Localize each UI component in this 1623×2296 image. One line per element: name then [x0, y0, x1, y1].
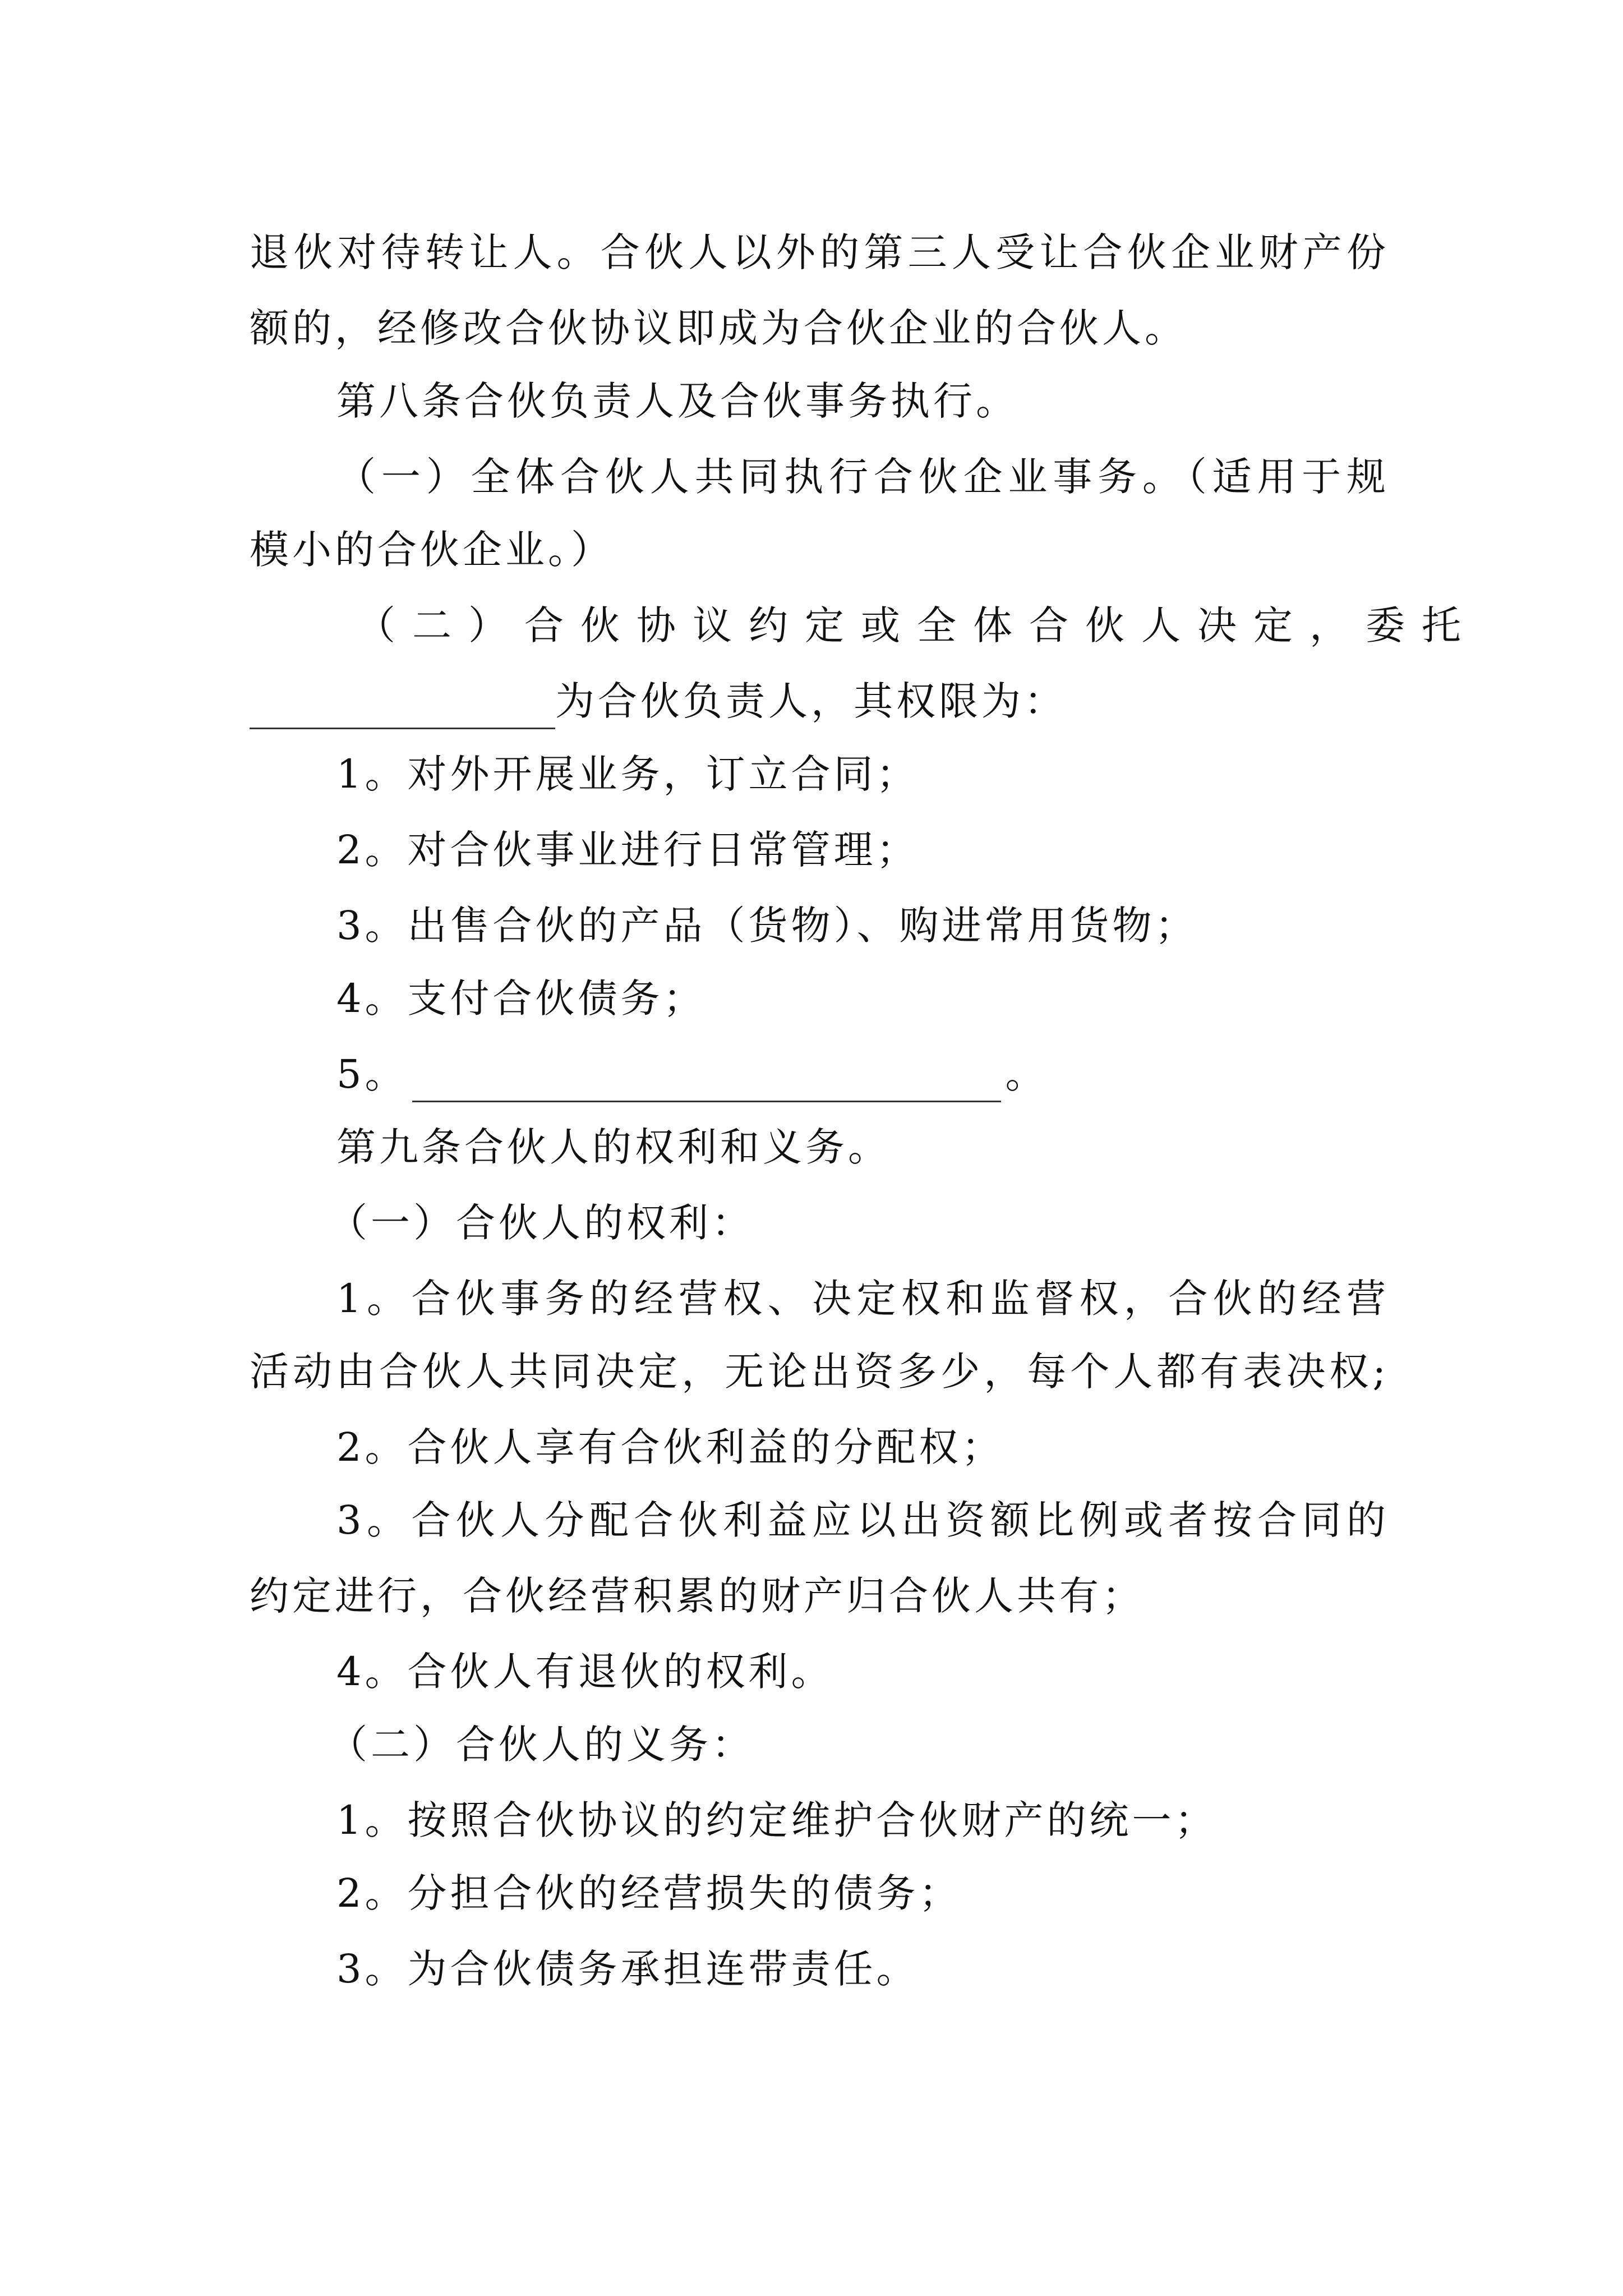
clause-8-2-line-1: （二）合伙协议约定或全体合伙人决定，委托 — [356, 602, 1478, 648]
power-item-5-end: 。 — [1005, 1051, 1048, 1097]
blank-underline — [412, 1064, 1001, 1102]
clause-8-2-line-2 — [250, 673, 1388, 729]
paragraph-line-1: 退伙对待转让人。合伙人以外的第三人受让合伙企业财产份 — [250, 229, 1388, 275]
rights-item-3-line-1: 3。合伙人分配合伙利益应以出资额比例或者按合同的 — [336, 1497, 1388, 1543]
duties-item-2: 2。分担合伙的经营损失的债务； — [336, 1870, 962, 1916]
duties-item-1: 1。按照合伙协议的约定维护合伙财产的统一； — [336, 1797, 1218, 1843]
rights-item-2: 2。合伙人享有合伙利益的分配权； — [336, 1424, 1004, 1470]
clause-8-1-line-2: 模小的合伙企业。） — [250, 527, 614, 573]
power-item-5 — [336, 1046, 1388, 1102]
rights-item-3-line-2: 约定进行，合伙经营积累的财产归合伙人共有； — [250, 1573, 1145, 1619]
power-item-5-number: 5。 — [336, 1051, 408, 1097]
article-8-heading: 第八条合伙负责人及合伙事务执行。 — [336, 378, 1018, 424]
clause-8-1-line-1: （一）全体合伙人共同执行合伙企业事务。（适用于规 — [336, 454, 1388, 500]
duties-item-3: 3。为合伙债务承担连带责任。 — [336, 1946, 919, 1992]
power-item-2: 2。对合伙事业进行日常管理； — [336, 827, 919, 873]
rights-heading: （一）合伙人的权利： — [328, 1200, 754, 1246]
blank-underline — [250, 691, 555, 729]
power-item-1: 1。对外开展业务，订立合同； — [336, 751, 919, 797]
article-9-heading: 第九条合伙人的权利和义务。 — [336, 1124, 891, 1170]
clause-8-2-text: 为合伙负责人，其权限为： — [555, 678, 1067, 724]
power-item-4: 4。支付合伙债务； — [336, 976, 706, 1022]
duties-heading: （二）合伙人的义务： — [328, 1722, 754, 1768]
power-item-3: 3。出售合伙的产品（货物）、购进常用货物； — [336, 903, 1198, 949]
rights-item-1-line-2: 活动由合伙人共同决定，无论出资多少，每个人都有表决权; — [250, 1349, 1388, 1395]
rights-item-1-line-1: 1。合伙事务的经营权、决定权和监督权，合伙的经营 — [336, 1276, 1388, 1322]
rights-item-4: 4。合伙人有退伙的权利。 — [336, 1649, 834, 1695]
paragraph-line-2: 额的，经修改合伙协议即成为合伙企业的合伙人。 — [250, 305, 1187, 351]
